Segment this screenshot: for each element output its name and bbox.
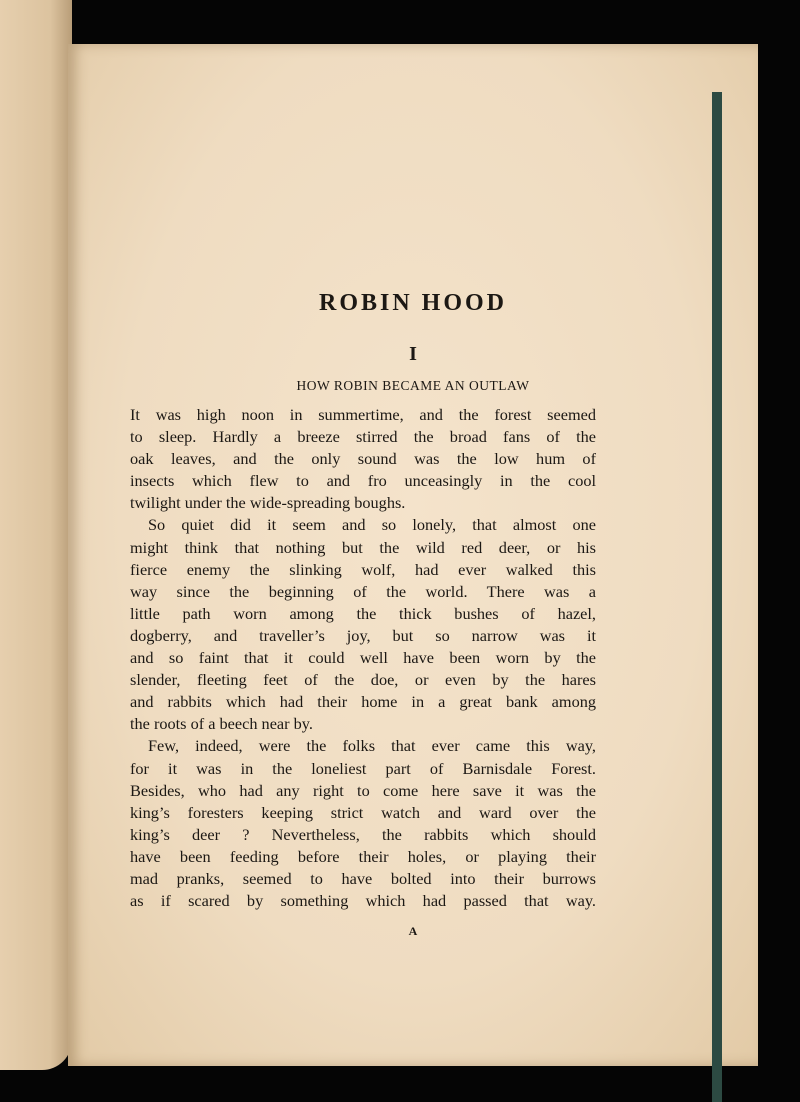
text-line: fierce enemy the slinking wolf, had ever walked this bbox=[130, 559, 596, 579]
text-line: king’s deer ? Nevertheless, the rabbits which should bbox=[130, 824, 596, 844]
book-page bbox=[68, 44, 758, 1066]
cover-edge bbox=[712, 92, 722, 1102]
text-line: slender, fleeting feet of the doe, or even by the hares bbox=[130, 670, 596, 690]
signature-mark: A bbox=[408, 924, 418, 938]
text-line: insects which flew to and fro unceasingly in the cool bbox=[130, 471, 596, 491]
text-line: So quiet did it seem and so lonely, that almost one bbox=[148, 515, 596, 535]
text-line: Besides, who had any right to come here save it was the bbox=[130, 780, 596, 800]
text-line: way since the beginning of the world. There was a bbox=[130, 581, 596, 601]
text-line: as if scared by something which had passed that way. bbox=[130, 891, 596, 911]
text-line: and so faint that it could well have been worn by the bbox=[130, 648, 596, 668]
text-line: and rabbits which had their home in a great bank among bbox=[130, 692, 596, 712]
text-line: twilight under the wide-spreading boughs. bbox=[130, 493, 406, 513]
text-line: for it was in the loneliest part of Barnisdale Forest. bbox=[130, 758, 596, 778]
text-line: have been feeding before their holes, or playing their bbox=[130, 846, 596, 866]
body-text bbox=[130, 404, 596, 912]
text-line: mad pranks, seemed to have bolted into their burrows bbox=[130, 868, 596, 888]
text-line: It was high noon in summertime, and the forest seemed bbox=[130, 405, 596, 424]
text-line: might think that nothing but the wild red deer, or his bbox=[130, 537, 596, 557]
text-line: dogberry, and traveller’s joy, but so narrow was it bbox=[130, 625, 596, 645]
text-line: king’s foresters keeping strict watch and ward over the bbox=[130, 802, 596, 822]
chapter-title: HOW ROBIN BECAME AN OUTLAW bbox=[296, 378, 530, 393]
text-line: the roots of a beech near by. bbox=[130, 714, 313, 734]
text-line: oak leaves, and the only sound was the low hum of bbox=[130, 449, 596, 469]
text-line: Few, indeed, were the folks that ever came this way, bbox=[148, 736, 596, 756]
chapter-number: I bbox=[409, 343, 417, 365]
book-title: ROBIN HOOD bbox=[318, 290, 507, 316]
text-line: little path worn among the thick bushes of hazel, bbox=[130, 603, 596, 623]
facing-page-edge bbox=[0, 0, 72, 1070]
text-line: to sleep. Hardly a breeze stirred the broad fans of the bbox=[130, 427, 596, 447]
